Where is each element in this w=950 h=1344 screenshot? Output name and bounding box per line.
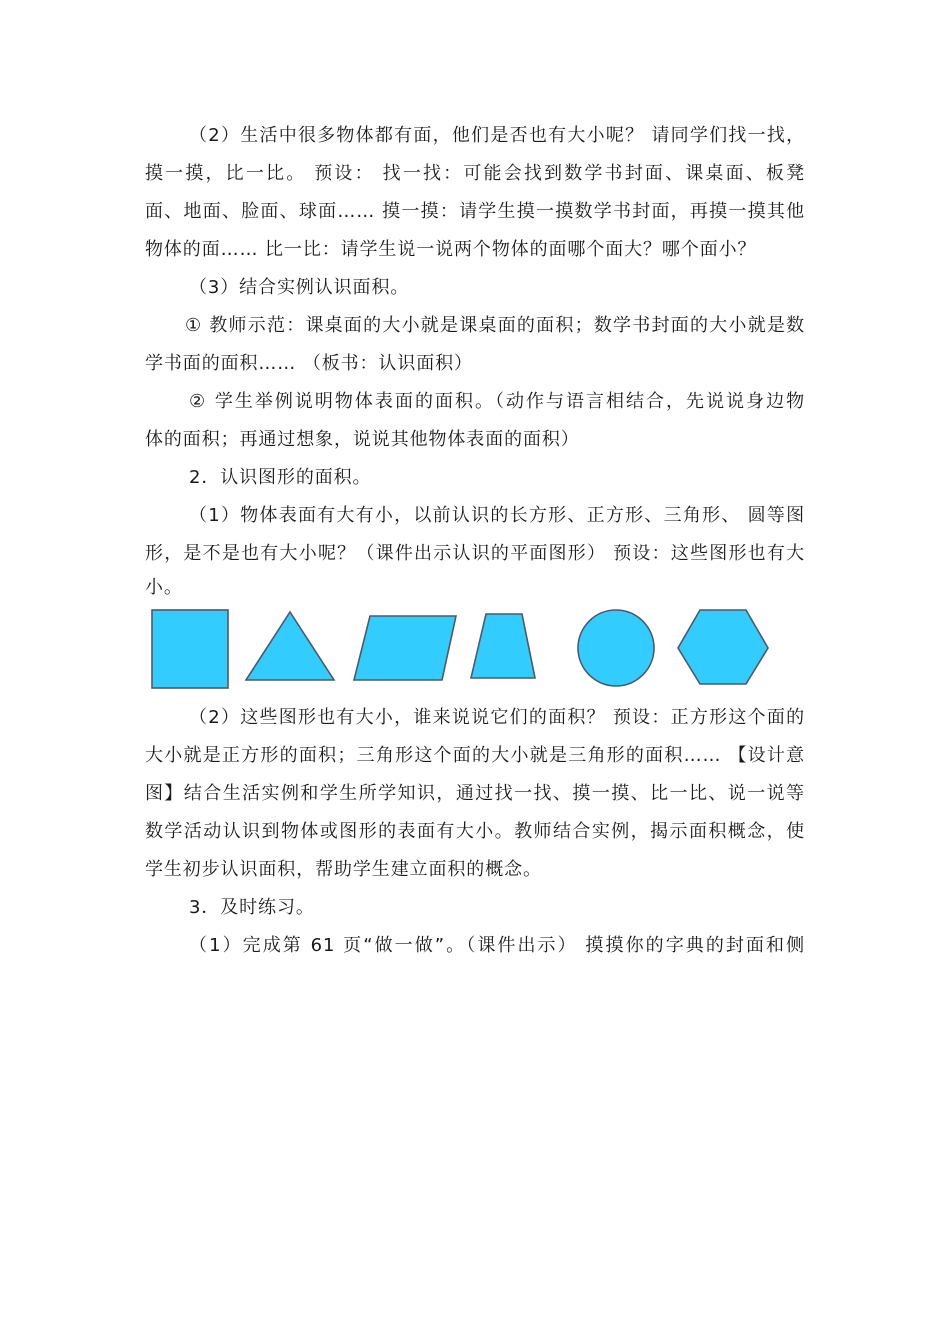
parallelogram-shape	[354, 616, 456, 680]
hexagon-shape	[678, 610, 768, 684]
paragraph-line-12: 形，是不是也有大小呢？（课件出示认识的平面图形） 预设：这些图形也有大	[145, 543, 805, 564]
circle-shape	[578, 610, 654, 686]
paragraph-line-18: 学生初步认识面积，帮助学生建立面积的概念。	[145, 859, 542, 880]
heading-practice: 3．及时练习。	[189, 897, 315, 918]
triangle-shape	[246, 612, 334, 680]
paragraph-line-20: （1）完成第 61 页“做一做”。（课件出示） 摸摸你的字典的封面和侧	[189, 935, 805, 956]
paragraph-line-3: 面、地面、脸面、球面…… 摸一摸：请学生摸一摸数学书封面，再摸一摸其他	[145, 201, 805, 222]
paragraph-line-14: （2）这些图形也有大小，谁来说说它们的面积？ 预设：正方形这个面的	[189, 707, 805, 728]
paragraph-line-9: 体的面积；再通过想象，说说其他物体表面的面积）	[145, 429, 580, 450]
trapezoid-shape	[471, 614, 535, 678]
paragraph-line-4: 物体的面…… 比一比：请学生说一说两个物体的面哪个面大？哪个面小？	[145, 239, 757, 260]
subheading-combine-examples: （3）结合实例认识面积。	[189, 277, 410, 298]
paragraph-line-6: ① 教师示范：课桌面的大小就是课桌面的面积；数学书封面的大小就是数	[185, 315, 805, 336]
paragraph-line-8: ② 学生举例说明物体表面的面积。（动作与语言相结合，先说说身边物	[189, 391, 805, 412]
paragraph-line-1: （2）生活中很多物体都有面，他们是否也有大小呢？ 请同学们找一找，	[189, 125, 805, 146]
paragraph-line-11: （1）物体表面有大有小，以前认识的长方形、正方形、三角形、 圆等图	[189, 505, 805, 526]
square-shape	[152, 610, 228, 688]
heading-shape-area: 2．认识图形的面积。	[189, 467, 372, 488]
paragraph-line-17: 数学活动认识到物体或图形的表面有大小。教师结合实例，揭示面积概念，使	[145, 821, 805, 842]
paragraph-line-13: 小。	[145, 577, 183, 598]
paragraph-line-16: 图】结合生活实例和学生所学知识，通过找一找、摸一摸、比一比、说一说等	[145, 783, 805, 804]
plane-shapes-figure	[148, 600, 778, 696]
paragraph-line-7: 学书面的面积…… （板书：认识面积）	[145, 353, 473, 374]
paragraph-line-15: 大小就是正方形的面积；三角形这个面的大小就是三角形的面积…… 【设计意	[145, 745, 805, 766]
paragraph-line-2: 摸一摸，比一比。 预设： 找一找：可能会找到数学书封面、课桌面、板凳	[145, 163, 805, 184]
